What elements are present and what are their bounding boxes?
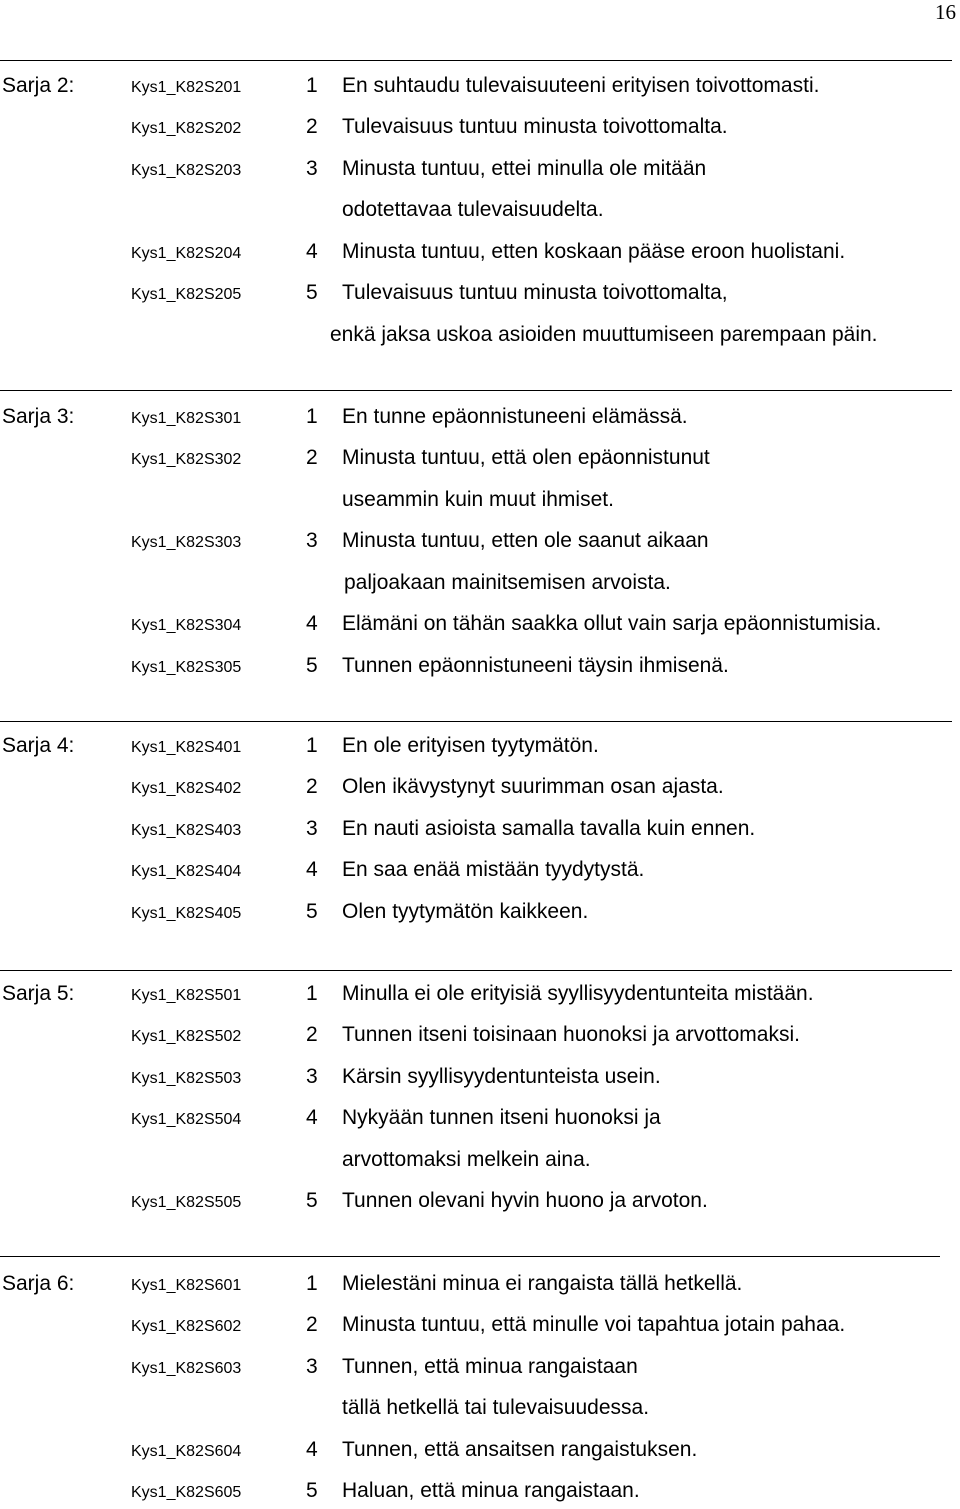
item-number: 3 [306, 1064, 318, 1088]
item-text: paljoakaan mainitsemisen arvoista. [344, 570, 671, 594]
item-code: Kys1_K82S602 [131, 1318, 242, 1336]
item-text: Minusta tuntuu, etten koskaan pääse eroon huolistani. [342, 239, 846, 263]
item-text: Minusta tuntuu, että olen epäonnistunut [342, 446, 710, 470]
item-text: Minusta tuntuu, etten ole saanut aikaan [342, 529, 709, 553]
item-number: 1 [306, 404, 318, 428]
item-code: Kys1_K82S302 [131, 451, 242, 469]
series-label: Sarja 6: [2, 1271, 75, 1295]
item-code: Kys1_K82S204 [131, 244, 242, 262]
item-code: Kys1_K82S305 [131, 658, 242, 676]
item-text: Tunnen olevani hyvin huono ja arvoton. [342, 1189, 708, 1213]
item-number: 2 [306, 446, 318, 470]
item-number: 1 [306, 1271, 318, 1295]
item-text: Haluan, että minua rangaistaan. [342, 1479, 640, 1503]
item-number: 5 [306, 899, 318, 923]
item-code: Kys1_K82S603 [131, 1359, 242, 1377]
item-text: Olen ikävystynyt suurimman osan ajasta. [342, 775, 724, 799]
item-text: Minusta tuntuu, ettei minulla ole mitään [342, 156, 707, 180]
item-text: arvottomaksi melkein aina. [342, 1147, 591, 1171]
item-number: 5 [306, 281, 318, 305]
item-number: 4 [306, 1106, 318, 1130]
item-text: Tunnen, että minua rangaistaan [342, 1354, 638, 1378]
item-code: Kys1_K82S503 [131, 1069, 242, 1087]
item-text: Nykyään tunnen itseni huonoksi ja [342, 1106, 661, 1130]
item-code: Kys1_K82S205 [131, 286, 242, 304]
item-number: 2 [306, 115, 318, 139]
item-number: 2 [306, 1313, 318, 1337]
item-text: Elämäni on tähän saakka ollut vain sarja epäonnistumisia. [342, 612, 882, 636]
section-divider [0, 60, 952, 61]
item-text: tällä hetkellä tai tulevaisuudessa. [342, 1396, 650, 1420]
item-code: Kys1_K82S301 [131, 409, 242, 427]
item-code: Kys1_K82S402 [131, 780, 242, 798]
item-code: Kys1_K82S401 [131, 738, 242, 756]
item-number: 3 [306, 529, 318, 553]
item-code: Kys1_K82S202 [131, 120, 242, 138]
item-number: 4 [306, 858, 318, 882]
item-text: enkä jaksa uskoa asioiden muuttumiseen parempaan päin. [330, 322, 878, 346]
series-label: Sarja 5: [2, 981, 75, 1005]
item-text: Tunnen epäonnistuneeni täysin ihmisenä. [342, 653, 729, 677]
item-text: Tulevaisuus tuntuu minusta toivottomalta, [342, 281, 728, 305]
item-number: 3 [306, 816, 318, 840]
item-number: 4 [306, 239, 318, 263]
item-code: Kys1_K82S505 [131, 1194, 242, 1212]
item-number: 5 [306, 653, 318, 677]
item-text: Minusta tuntuu, että minulle voi tapahtua jotain pahaa. [342, 1313, 846, 1337]
item-number: 1 [306, 981, 318, 1005]
item-text: Tunnen itseni toisinaan huonoksi ja arvottomaksi. [342, 1023, 800, 1047]
series-label: Sarja 3: [2, 404, 75, 428]
item-text: useammin kuin muut ihmiset. [342, 487, 614, 511]
item-code: Kys1_K82S502 [131, 1028, 242, 1046]
item-number: 5 [306, 1479, 318, 1503]
item-number: 4 [306, 1437, 318, 1461]
series-label: Sarja 2: [2, 73, 75, 97]
item-number: 3 [306, 156, 318, 180]
item-number: 4 [306, 612, 318, 636]
item-number: 1 [306, 73, 318, 97]
item-code: Kys1_K82S504 [131, 1111, 242, 1129]
item-code: Kys1_K82S405 [131, 904, 242, 922]
item-number: 2 [306, 775, 318, 799]
item-text: En ole erityisen tyytymätön. [342, 733, 599, 757]
item-code: Kys1_K82S605 [131, 1484, 242, 1502]
item-text: Tunnen, että ansaitsen rangaistuksen. [342, 1437, 698, 1461]
series-label: Sarja 4: [2, 733, 75, 757]
item-text: Tulevaisuus tuntuu minusta toivottomalta. [342, 115, 728, 139]
page-number: 16 [935, 0, 956, 24]
item-text: En nauti asioista samalla tavalla kuin ennen. [342, 816, 756, 840]
item-code: Kys1_K82S203 [131, 161, 242, 179]
item-text: Mielestäni minua ei rangaista tällä hetkellä. [342, 1271, 743, 1295]
item-code: Kys1_K82S201 [131, 78, 242, 96]
item-code: Kys1_K82S404 [131, 863, 242, 881]
item-text: Kärsin syyllisyydentunteista usein. [342, 1064, 661, 1088]
item-code: Kys1_K82S303 [131, 534, 242, 552]
item-code: Kys1_K82S403 [131, 821, 242, 839]
item-text: En tunne epäonnistuneeni elämässä. [342, 404, 688, 428]
item-code: Kys1_K82S601 [131, 1276, 242, 1294]
item-text: En suhtaudu tulevaisuuteeni erityisen toivottomasti. [342, 73, 820, 97]
section-divider [0, 721, 952, 722]
item-number: 1 [306, 733, 318, 757]
item-text: En saa enää mistään tyydytystä. [342, 858, 645, 882]
section-divider [0, 390, 952, 391]
section-divider [0, 970, 952, 971]
item-text: odotettavaa tulevaisuudelta. [342, 198, 604, 222]
item-number: 5 [306, 1189, 318, 1213]
item-code: Kys1_K82S604 [131, 1442, 242, 1460]
item-code: Kys1_K82S304 [131, 617, 242, 635]
item-number: 3 [306, 1354, 318, 1378]
section-divider [0, 1256, 940, 1257]
item-text: Minulla ei ole erityisiä syyllisyydentunteita mistään. [342, 981, 814, 1005]
item-code: Kys1_K82S501 [131, 986, 242, 1004]
item-number: 2 [306, 1023, 318, 1047]
item-text: Olen tyytymätön kaikkeen. [342, 899, 589, 923]
